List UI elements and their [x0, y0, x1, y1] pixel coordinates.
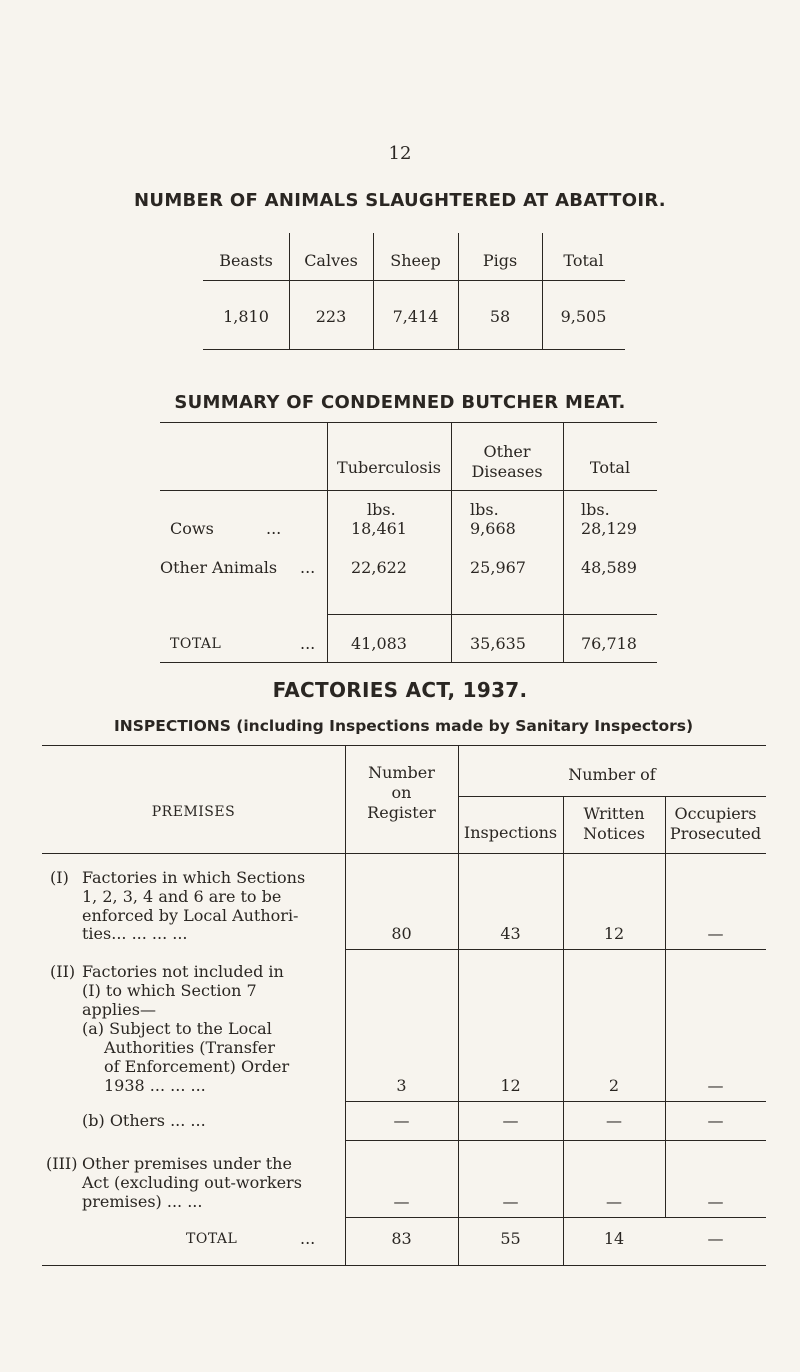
row-ii-register: 3 [396, 1076, 407, 1095]
factories-header-register-line1: Number [368, 763, 435, 782]
factories-header-prosecuted-line1: Occupiers [674, 804, 757, 823]
row-iii-notices: — [606, 1192, 622, 1211]
row-iib-label: (b) Others ... ... [82, 1111, 206, 1130]
row-iib-inspections: — [502, 1111, 519, 1130]
factories-header-prosecuted-line2: Prosecuted [669, 824, 762, 843]
meat-total-dots: ... [300, 634, 316, 653]
row-ii-text-line: 1938 ... ... ... [104, 1076, 206, 1095]
meat-unit-tb: lbs. [367, 500, 396, 519]
animals-value-pigs: 58 [489, 307, 511, 326]
row-i-text-line: ties... ... ... ... [82, 924, 188, 943]
factories-header-number-of: Number of [568, 765, 656, 784]
factories-header-register-line2: on [391, 783, 412, 802]
row-i-text-line: 1, 2, 3, 4 and 6 are to be [82, 887, 282, 906]
row-i-register: 80 [391, 924, 412, 943]
page-number: 12 [388, 143, 412, 164]
row-ii-prosecuted: — [707, 1076, 724, 1095]
factories-total-prosecuted: — [707, 1229, 724, 1248]
animals-value-beasts: 1,810 [223, 307, 269, 326]
factories-total-label: TOTAL [186, 1231, 238, 1247]
meat-total-total: 76,718 [581, 634, 637, 653]
factories-total-inspections: 55 [500, 1229, 521, 1248]
row-iib-register: — [393, 1111, 410, 1130]
row-ii-text-line: applies— [82, 1000, 156, 1019]
animals-value-total: 9,505 [560, 307, 607, 326]
row-i-prosecuted: — [707, 924, 724, 943]
factories-header-premises: PREMISES [151, 804, 236, 820]
meat-unit-total: lbs. [581, 500, 610, 519]
factories-header-register-line3: Register [367, 803, 436, 822]
row-i-inspections: 43 [500, 924, 521, 943]
row-ii-text-line: Authorities (Transfer [104, 1038, 275, 1057]
animals-header-pigs: Pigs [482, 251, 518, 270]
meat-row-dots: ... [300, 558, 316, 577]
row-ii-inspections: 12 [500, 1076, 521, 1095]
meat-table-title: SUMMARY OF CONDEMNED BUTCHER MEAT. [174, 392, 626, 413]
animals-header-beasts: Beasts [219, 251, 273, 270]
row-iii-text-line: Act (excluding out-workers [82, 1173, 302, 1192]
factories-title: FACTORIES ACT, 1937. [272, 678, 528, 702]
meat-other-animals-tb: 22,622 [351, 558, 407, 577]
row-ii-text-line: of Enforcement) Order [104, 1057, 290, 1076]
row-iib-prosecuted: — [707, 1111, 724, 1130]
row-i-text-line: Factories in which Sections [82, 868, 306, 887]
factories-total-notices: 14 [603, 1229, 625, 1248]
meat-row-dots: ... [266, 519, 282, 538]
row-i-notices: 12 [603, 924, 625, 943]
animals-header-sheep: Sheep [390, 251, 441, 270]
meat-other-animals-other: 25,967 [470, 558, 526, 577]
factories-total-dots: ... [300, 1229, 316, 1248]
meat-total-label: TOTAL [170, 636, 222, 652]
meat-header-other-line2: Diseases [471, 462, 543, 481]
row-iii-prosecuted: — [707, 1192, 724, 1211]
factories-header-inspections: Inspections [463, 823, 558, 842]
row-iii-text-line: premises) ... ... [82, 1192, 203, 1211]
meat-other-animals-total: 48,589 [581, 558, 637, 577]
row-ii-text-line: Factories not included in [82, 962, 284, 981]
row-iii-text-line: Other premises under the [82, 1154, 292, 1173]
meat-header-total: Total [589, 458, 631, 477]
factories-subtitle: INSPECTIONS (including Inspections made by Sanitary Inspectors) [114, 717, 694, 735]
animals-value-calves: 223 [315, 307, 347, 326]
row-iii-register: — [393, 1192, 410, 1211]
meat-row-label: Cows [170, 519, 214, 538]
meat-cows-total: 28,129 [581, 519, 637, 538]
row-ii-text-line: (I) to which Section 7 [82, 981, 257, 1000]
row-iib-notices: — [606, 1111, 622, 1130]
animals-table-title: NUMBER OF ANIMALS SLAUGHTERED AT ABATTOIR. [134, 190, 666, 211]
animals-value-sheep: 7,414 [392, 307, 439, 326]
meat-cows-other: 9,668 [470, 519, 516, 538]
meat-unit-other: lbs. [470, 500, 499, 519]
row-ii-number: (II) [50, 962, 76, 981]
row-i-text-line: enforced by Local Authori- [82, 906, 299, 925]
row-iii-inspections: — [502, 1192, 519, 1211]
factories-header-notices-line1: Written [583, 804, 645, 823]
meat-total-tb: 41,083 [351, 634, 407, 653]
factories-header-notices-line2: Notices [583, 824, 645, 843]
meat-header-tuberculosis: Tuberculosis [337, 458, 441, 477]
factories-total-register: 83 [391, 1229, 412, 1248]
row-ii-text-line: (a) Subject to the Local [82, 1019, 272, 1038]
meat-header-other-line1: Other [483, 442, 531, 461]
meat-row-label: Other Animals [160, 558, 278, 577]
animals-header-calves: Calves [304, 251, 358, 270]
row-ii-notices: 2 [608, 1076, 620, 1095]
meat-total-other: 35,635 [470, 634, 526, 653]
animals-header-total: Total [563, 251, 604, 270]
row-i-number: (I) [50, 868, 69, 887]
row-iii-number: (III) [46, 1154, 78, 1173]
meat-cows-tb: 18,461 [351, 519, 407, 538]
